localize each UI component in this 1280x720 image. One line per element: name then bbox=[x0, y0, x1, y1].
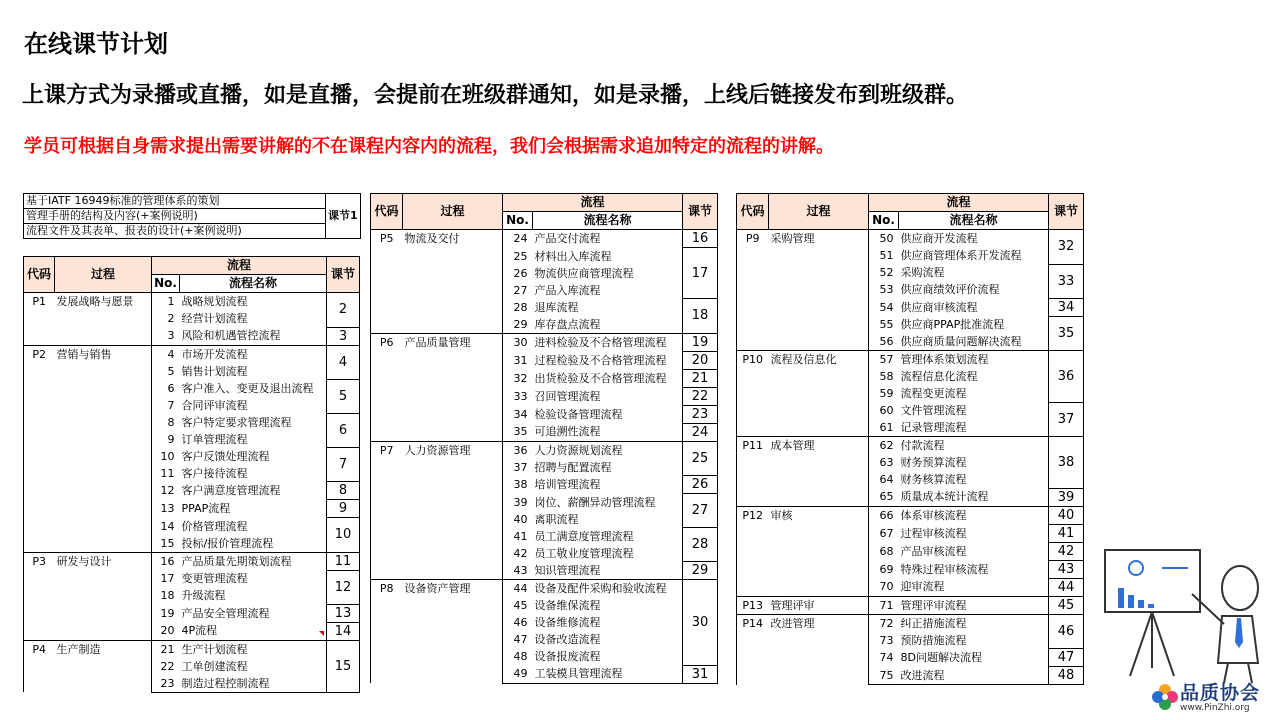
flow-no: 36 bbox=[503, 441, 533, 459]
lesson-number: 22 bbox=[683, 387, 718, 405]
flow-no: 4 bbox=[152, 345, 180, 363]
process-table-1 bbox=[23, 256, 360, 693]
flow-name: 员工敬业度管理流程 bbox=[533, 545, 683, 562]
flow-no: 27 bbox=[513, 283, 528, 297]
flow-name: 培训管理流程 bbox=[533, 476, 683, 494]
process-code: P4 bbox=[24, 640, 55, 692]
flow-no: 41 bbox=[513, 529, 528, 543]
header-flow-name: 流程名称 bbox=[533, 212, 683, 230]
flow-name: 财务核算流程 bbox=[899, 471, 1049, 488]
intro-table bbox=[23, 193, 361, 239]
lesson-number: 48 bbox=[1049, 667, 1084, 685]
flow-name: 供应商开发流程 bbox=[899, 230, 1049, 248]
flow-name: 物流供应商管理流程 bbox=[533, 265, 683, 282]
process-code: P1 bbox=[24, 293, 55, 346]
flow-name: 客户满意度管理流程 bbox=[180, 482, 327, 500]
flow-name: 进料检验及不合格管理流程 bbox=[533, 333, 683, 351]
flower-logo-icon bbox=[1150, 682, 1180, 712]
flow-name: 经营计划流程 bbox=[180, 310, 327, 327]
flow-no: 47 bbox=[513, 633, 528, 646]
lesson-number: 9 bbox=[327, 500, 360, 518]
flow-no: 57 bbox=[869, 351, 899, 369]
process-code: P13 bbox=[737, 596, 769, 614]
flow-name: 改进流程 bbox=[899, 667, 1049, 685]
flow-no: 53 bbox=[879, 283, 894, 296]
header-lesson: 课节 bbox=[1049, 194, 1084, 230]
lesson-number: 10 bbox=[327, 518, 360, 553]
lesson-number: 47 bbox=[1049, 649, 1084, 667]
flow-no: 28 bbox=[513, 300, 528, 314]
lesson-number: 25 bbox=[683, 441, 718, 476]
process-name: 营销与销售 bbox=[55, 345, 152, 552]
flow-name: 过程审核流程 bbox=[899, 524, 1049, 542]
process-row bbox=[371, 580, 718, 598]
process-name: 审核 bbox=[769, 506, 869, 596]
process-name: 产品质量管理 bbox=[403, 333, 503, 441]
process-name: 发展战略与愿景 bbox=[55, 293, 152, 346]
process-table-2 bbox=[370, 193, 718, 684]
flow-name: 流程变更流程 bbox=[899, 385, 1049, 402]
flow-name: 工装模具管理流程 bbox=[533, 665, 683, 683]
flow-name: 库存盘点流程 bbox=[533, 316, 683, 334]
header-process: 过程 bbox=[55, 257, 152, 293]
flow-no: 69 bbox=[879, 562, 894, 576]
flow-no: 68 bbox=[879, 544, 894, 558]
process-code: P5 bbox=[371, 230, 403, 334]
flow-no: 25 bbox=[513, 249, 528, 263]
flow-name: 客户准入、变更及退出流程 bbox=[180, 380, 327, 397]
lesson-number: 40 bbox=[1049, 506, 1084, 524]
flow-no: 12 bbox=[160, 484, 175, 497]
lesson-number: 19 bbox=[683, 333, 718, 351]
lesson-number: 5 bbox=[327, 380, 360, 414]
flow-no: 73 bbox=[879, 633, 894, 647]
process-code: P11 bbox=[737, 437, 769, 507]
flow-name: 质量成本统计流程 bbox=[899, 488, 1049, 506]
lesson-number: 30 bbox=[683, 580, 718, 666]
lesson-number: 24 bbox=[683, 423, 718, 441]
flow-name: 合同评审流程 bbox=[180, 397, 327, 414]
lesson-number: 7 bbox=[327, 448, 360, 482]
flow-name: 产品安全管理流程 bbox=[180, 604, 327, 622]
process-name: 管理评审 bbox=[769, 596, 869, 614]
lesson-number: 17 bbox=[683, 248, 718, 299]
flow-no: 63 bbox=[879, 456, 894, 469]
flow-no: 51 bbox=[879, 249, 894, 262]
lesson-number: 18 bbox=[683, 299, 718, 334]
flow-name: 员工满意度管理流程 bbox=[533, 528, 683, 545]
lesson-number: 38 bbox=[1049, 437, 1084, 489]
lesson-number: 43 bbox=[1049, 560, 1084, 578]
process-row bbox=[371, 333, 718, 351]
process-name: 流程及信息化 bbox=[769, 351, 869, 437]
flow-no: 55 bbox=[879, 318, 894, 331]
flow-no: 18 bbox=[160, 589, 175, 602]
flow-no: 17 bbox=[160, 572, 175, 585]
process-code: P3 bbox=[24, 552, 55, 640]
flow-no: 75 bbox=[869, 667, 899, 685]
process-code: P14 bbox=[737, 614, 769, 685]
flow-no: 3 bbox=[167, 329, 175, 343]
header-code: 代码 bbox=[24, 257, 55, 293]
flow-no: 19 bbox=[160, 606, 175, 620]
flow-name: 市场开发流程 bbox=[180, 345, 327, 363]
process-row bbox=[371, 441, 718, 459]
lesson-number: 35 bbox=[1049, 316, 1084, 351]
flow-name: 设备改造流程 bbox=[533, 631, 683, 648]
flow-no: 24 bbox=[503, 230, 533, 248]
lesson-number: 33 bbox=[1049, 264, 1084, 298]
header-flow: 流程 bbox=[152, 257, 327, 275]
flow-name: 过程检验及不合格管理流程 bbox=[533, 351, 683, 369]
flow-no: 50 bbox=[869, 230, 899, 248]
flow-no: 56 bbox=[879, 335, 894, 348]
flow-name: 设备维修流程 bbox=[533, 614, 683, 631]
header-no: No. bbox=[503, 212, 533, 230]
flow-no: 52 bbox=[879, 266, 894, 279]
process-code: P7 bbox=[371, 441, 403, 580]
flow-no: 30 bbox=[503, 333, 533, 351]
flow-no: 34 bbox=[513, 407, 528, 421]
lesson-number: 16 bbox=[683, 230, 718, 248]
flow-no: 67 bbox=[879, 526, 894, 540]
lesson-number: 20 bbox=[683, 351, 718, 369]
flow-no: 54 bbox=[879, 300, 894, 314]
flow-name: 订单管理流程 bbox=[180, 431, 327, 448]
flow-no: 71 bbox=[869, 596, 899, 614]
process-name: 研发与设计 bbox=[55, 552, 152, 640]
header-process: 过程 bbox=[769, 194, 869, 230]
flow-no: 62 bbox=[869, 437, 899, 455]
process-code: P6 bbox=[371, 333, 403, 441]
flow-no: 39 bbox=[513, 495, 528, 509]
flow-no: 45 bbox=[513, 599, 528, 612]
flow-name: 供应商绩效评价流程 bbox=[899, 281, 1049, 298]
process-row bbox=[737, 596, 1084, 614]
flow-name: 设备报废流程 bbox=[533, 648, 683, 665]
flow-no: 65 bbox=[879, 490, 894, 504]
flow-name: 供应商管理体系开发流程 bbox=[899, 247, 1049, 264]
lesson-number: 41 bbox=[1049, 524, 1084, 542]
flow-no: 74 bbox=[879, 651, 894, 664]
flow-no: 11 bbox=[160, 466, 175, 480]
flow-no: 33 bbox=[513, 389, 528, 403]
flow-name: 记录管理流程 bbox=[899, 419, 1049, 437]
flow-name: 产品审核流程 bbox=[899, 542, 1049, 560]
delivery-note: 上课方式为录播或直播，如是直播，会提前在班级群通知，如是录播，上线后链接发布到班级群。 bbox=[22, 83, 969, 108]
flow-name: 客户特定要求管理流程 bbox=[180, 414, 327, 431]
flow-name: 预防措施流程 bbox=[899, 632, 1049, 649]
flow-name: 供应商审核流程 bbox=[899, 298, 1049, 316]
lesson-number: 13 bbox=[327, 604, 360, 622]
process-row bbox=[24, 293, 360, 311]
header-flow-name: 流程名称 bbox=[899, 212, 1049, 230]
flow-no: 26 bbox=[513, 266, 528, 280]
flow-no: 29 bbox=[513, 317, 528, 331]
flow-no: 8 bbox=[167, 415, 175, 429]
comment-marker bbox=[319, 631, 324, 636]
lesson-number: 21 bbox=[683, 369, 718, 387]
flow-no: 66 bbox=[869, 506, 899, 524]
flow-no: 20 bbox=[160, 624, 175, 638]
process-row bbox=[371, 230, 718, 248]
flow-name: 财务预算流程 bbox=[899, 454, 1049, 471]
logo-name: 品质协会 bbox=[1180, 682, 1261, 704]
process-code: P2 bbox=[24, 345, 55, 552]
intro-lesson: 课节1 bbox=[326, 194, 361, 239]
lesson-number: 34 bbox=[1049, 298, 1084, 316]
lesson-number: 8 bbox=[327, 482, 360, 500]
header-flow: 流程 bbox=[869, 194, 1049, 212]
flow-no: 16 bbox=[152, 552, 180, 570]
flow-name: 管理评审流程 bbox=[899, 596, 1049, 614]
flow-name: 流程信息化流程 bbox=[899, 368, 1049, 385]
process-name: 采购管理 bbox=[769, 230, 869, 351]
process-row bbox=[24, 552, 360, 570]
flow-name: 出货检验及不合格管理流程 bbox=[533, 369, 683, 387]
process-name: 改进管理 bbox=[769, 614, 869, 685]
flow-no: 22 bbox=[160, 659, 175, 673]
flow-name: 产品入库流程 bbox=[533, 282, 683, 299]
header-flow-name: 流程名称 bbox=[180, 275, 327, 293]
flow-no: 60 bbox=[879, 404, 894, 417]
lesson-number: 44 bbox=[1049, 578, 1084, 596]
flow-no: 9 bbox=[167, 432, 175, 446]
flow-name: 销售计划流程 bbox=[180, 363, 327, 380]
flow-name: 设备及配件采购和验收流程 bbox=[533, 580, 683, 598]
header-code: 代码 bbox=[737, 194, 769, 230]
flow-name: 知识管理流程 bbox=[533, 562, 683, 580]
flow-name: 招聘与配置流程 bbox=[533, 459, 683, 476]
process-row bbox=[24, 345, 360, 363]
flow-name: 产品交付流程 bbox=[533, 230, 683, 248]
lesson-number: 26 bbox=[683, 476, 718, 494]
lesson-number: 2 bbox=[327, 293, 360, 328]
flow-name: 迎审流程 bbox=[899, 578, 1049, 596]
process-row bbox=[737, 614, 1084, 632]
process-code: P8 bbox=[371, 580, 403, 684]
lesson-number: 6 bbox=[327, 414, 360, 448]
lesson-number: 46 bbox=[1049, 614, 1084, 649]
header-code: 代码 bbox=[371, 194, 403, 230]
flow-name: 退库流程 bbox=[533, 299, 683, 316]
lesson-number: 45 bbox=[1049, 596, 1084, 614]
flow-no: 40 bbox=[513, 512, 528, 526]
lesson-number: 14 bbox=[327, 622, 360, 640]
flow-no: 46 bbox=[513, 616, 528, 629]
flow-no: 49 bbox=[503, 665, 533, 683]
flow-no: 44 bbox=[503, 580, 533, 598]
page-title: 在线课节计划 bbox=[24, 30, 168, 58]
flow-name: 离职流程 bbox=[533, 511, 683, 528]
intro-row: 基于IATF 16949标准的管理体系的策划 bbox=[24, 194, 326, 209]
flow-name: 8D问题解决流程 bbox=[899, 649, 1049, 667]
header-process: 过程 bbox=[403, 194, 503, 230]
intro-row: 管理手册的结构及内容(+案例说明) bbox=[24, 209, 326, 224]
header-lesson: 课节 bbox=[683, 194, 718, 230]
flow-name: 生产计划流程 bbox=[180, 640, 327, 658]
lesson-number: 28 bbox=[683, 528, 718, 562]
flow-no: 7 bbox=[167, 398, 175, 412]
flow-no: 1 bbox=[152, 293, 180, 311]
flow-name: PPAP流程 bbox=[180, 500, 327, 518]
lesson-number: 39 bbox=[1049, 488, 1084, 506]
flow-no: 37 bbox=[513, 460, 528, 474]
header-no: No. bbox=[869, 212, 899, 230]
flow-name: 战略规划流程 bbox=[180, 293, 327, 311]
flow-no: 70 bbox=[879, 580, 894, 594]
lesson-number: 37 bbox=[1049, 402, 1084, 437]
flow-name: 付款流程 bbox=[899, 437, 1049, 455]
flow-name: 召回管理流程 bbox=[533, 387, 683, 405]
flow-no: 21 bbox=[152, 640, 180, 658]
lesson-number: 42 bbox=[1049, 542, 1084, 560]
flow-no: 38 bbox=[513, 478, 528, 491]
flow-name: 风险和机遇管控流程 bbox=[180, 327, 327, 345]
flow-name: 体系审核流程 bbox=[899, 506, 1049, 524]
flow-no: 5 bbox=[167, 364, 175, 378]
process-row bbox=[737, 437, 1084, 455]
flow-name: 检验设备管理流程 bbox=[533, 405, 683, 423]
header-flow: 流程 bbox=[503, 194, 683, 212]
lesson-number: 23 bbox=[683, 405, 718, 423]
lesson-number: 29 bbox=[683, 562, 718, 580]
flow-name: 升级流程 bbox=[180, 587, 327, 604]
process-name: 设备资产管理 bbox=[403, 580, 503, 684]
lesson-number: 32 bbox=[1049, 230, 1084, 265]
process-name: 成本管理 bbox=[769, 437, 869, 507]
lesson-number: 12 bbox=[327, 570, 360, 604]
flow-no: 35 bbox=[513, 425, 528, 439]
lesson-number: 3 bbox=[327, 327, 360, 345]
flow-name: 变更管理流程 bbox=[180, 570, 327, 587]
process-name: 生产制造 bbox=[55, 640, 152, 692]
flow-name: 供应商PPAP批准流程 bbox=[899, 316, 1049, 333]
flow-name: 投标/报价管理流程 bbox=[180, 535, 327, 553]
header-no: No. bbox=[152, 275, 180, 293]
process-name: 物流及交付 bbox=[403, 230, 503, 334]
request-note: 学员可根据自身需求提出需要讲解的不在课程内容内的流程，我们会根据需求追加特定的流程的讲解。 bbox=[24, 136, 834, 157]
flow-no: 48 bbox=[513, 650, 528, 663]
flow-no: 64 bbox=[879, 473, 894, 486]
flow-no: 23 bbox=[152, 675, 180, 693]
flow-name: 制造过程控制流程 bbox=[180, 675, 327, 693]
header-lesson: 课节 bbox=[327, 257, 360, 293]
process-code: P12 bbox=[737, 506, 769, 596]
flow-no: 10 bbox=[160, 449, 175, 463]
flow-name: 特殊过程审核流程 bbox=[899, 560, 1049, 578]
logo-url: www.PinZhi.org bbox=[1180, 703, 1250, 713]
flow-name: 岗位、薪酬异动管理流程 bbox=[533, 494, 683, 511]
flow-no: 42 bbox=[513, 546, 528, 560]
flow-no: 43 bbox=[513, 563, 528, 577]
flow-no: 2 bbox=[167, 312, 175, 325]
flow-name: 材料出入库流程 bbox=[533, 248, 683, 265]
process-code: P10 bbox=[737, 351, 769, 437]
process-row bbox=[737, 230, 1084, 248]
process-row bbox=[737, 506, 1084, 524]
flow-name: 供应商质量问题解决流程 bbox=[899, 333, 1049, 351]
flow-no: 61 bbox=[879, 421, 894, 434]
flow-name: 价格管理流程 bbox=[180, 518, 327, 535]
flow-no: 59 bbox=[879, 387, 894, 400]
flow-no: 15 bbox=[160, 536, 175, 550]
intro-row: 流程文件及其表单、报表的设计(+案例说明) bbox=[24, 224, 326, 239]
flow-name: 客户接待流程 bbox=[180, 465, 327, 482]
lesson-number: 36 bbox=[1049, 351, 1084, 403]
flow-no: 72 bbox=[869, 614, 899, 632]
person-icon bbox=[1192, 566, 1258, 683]
flow-no: 6 bbox=[167, 381, 175, 395]
process-table-3 bbox=[736, 193, 1084, 685]
process-row bbox=[24, 640, 360, 658]
lesson-number: 27 bbox=[683, 494, 718, 528]
flow-name: 采购流程 bbox=[899, 264, 1049, 281]
flow-name: 工单创建流程 bbox=[180, 658, 327, 675]
process-row bbox=[737, 351, 1084, 369]
flow-no: 14 bbox=[160, 519, 175, 533]
flow-name: 4P流程 bbox=[180, 622, 327, 640]
flow-name: 纠正措施流程 bbox=[899, 614, 1049, 632]
flow-name: 人力资源规划流程 bbox=[533, 441, 683, 459]
flow-no: 32 bbox=[513, 371, 528, 385]
flow-name: 文件管理流程 bbox=[899, 402, 1049, 419]
flow-name: 管理体系策划流程 bbox=[899, 351, 1049, 369]
lesson-number: 4 bbox=[327, 345, 360, 380]
lesson-number: 15 bbox=[327, 640, 360, 692]
flow-name: 设备维保流程 bbox=[533, 597, 683, 614]
presenter-illustration bbox=[1100, 538, 1280, 688]
lesson-number: 11 bbox=[327, 552, 360, 570]
flow-name: 可追溯性流程 bbox=[533, 423, 683, 441]
process-code: P9 bbox=[737, 230, 769, 351]
flow-name: 产品质量先期策划流程 bbox=[180, 552, 327, 570]
flow-name: 客户反馈处理流程 bbox=[180, 448, 327, 465]
flow-no: 31 bbox=[513, 353, 528, 367]
lesson-number: 31 bbox=[683, 665, 718, 683]
process-name: 人力资源管理 bbox=[403, 441, 503, 580]
flow-no: 58 bbox=[879, 370, 894, 383]
flow-no: 13 bbox=[160, 502, 175, 515]
